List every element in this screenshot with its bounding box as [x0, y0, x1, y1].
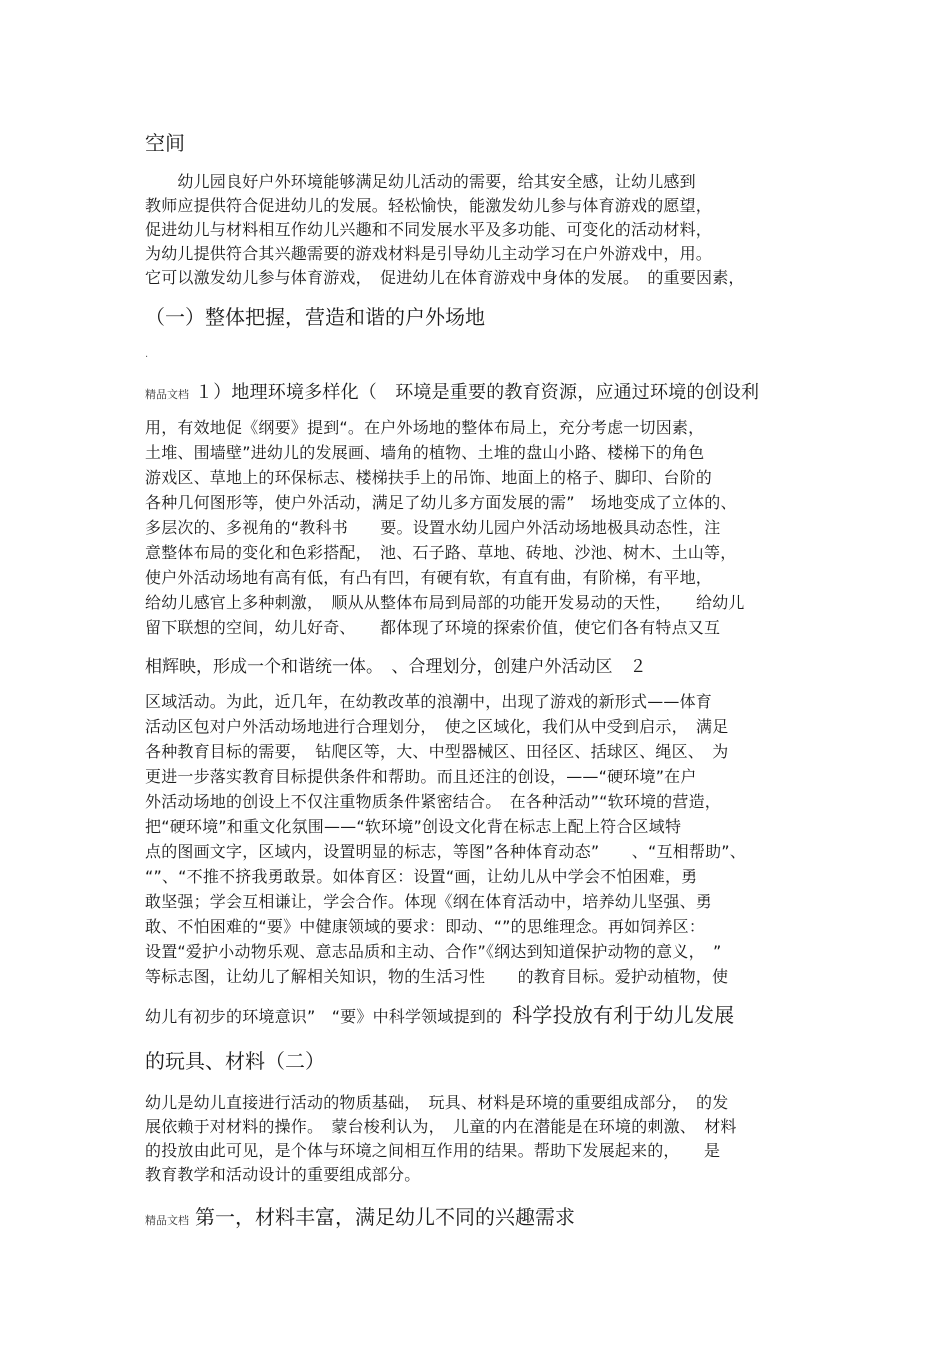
final-heading: 第一，材料丰富，满足幼儿不同的兴趣需求 [195, 1205, 575, 1229]
para3-line: 幼儿是幼儿直接进行活动的物质基础， 玩具、材料是环境的重要组成部分， 的发 [145, 1093, 729, 1112]
section1-line: 多层次的、多视角的“教科书 要。设置水幼儿园户外活动场地极具动态性，注 [145, 518, 721, 537]
section1-heading: （一）整体把握，营造和谐的户外场地 [145, 305, 485, 329]
section1-line: 游戏区、草地上的环保标志、楼梯扶手上的吊饰、地面上的格子、脚印、台阶的 [145, 468, 713, 487]
section2-heading: 相辉映，形成一个和谐统一体。 、合理划分，创建户外活动区 ２ [145, 657, 647, 677]
section2-line: 把“硬环境”和重文化氛围——“软环境”创设文化背在标志上配上符合区域特 [145, 817, 682, 836]
section1-line: 给幼儿感官上多种刺激， 顺从从整体布局到局部的功能开发易动的天性， 给幼儿 [145, 593, 745, 612]
section3-line [145, 1005, 734, 1027]
section1-line: 用，有效地促《纲要》提到“。在户外场地的整体布局上，充分考虑一切因素， [145, 418, 705, 437]
section3-line-big: 科学投放有利于幼儿发展 [512, 1003, 735, 1027]
section1-line: 土堆、围墙壁”进幼儿的发展画、墙角的植物、土堆的盘山小路、楼梯下的角色 [145, 443, 705, 462]
section1-line: 使户外活动场地有高有低，有凸有凹，有硬有软，有直有曲，有阶梯，有平地， [145, 568, 713, 587]
section2-line: 等标志图，让幼儿了解相关知识，物的生活习性 的教育目标。爱护动植物，使 [145, 967, 729, 986]
stray-dot: . [145, 349, 149, 360]
section1-line: 留下联想的空间，幼儿好奇、 都体现了环境的探索价值，使它们各有特点又互 [145, 618, 721, 637]
para1-line: 它可以激发幼儿参与体育游戏， 促进幼儿在体育游戏中身体的发展。 的重要因素， [145, 268, 745, 287]
section1-first-line [145, 382, 759, 406]
heading-space: 空间 [145, 131, 185, 155]
watermark-label: 精品文档 [145, 388, 189, 401]
section2-line: 各种教育目标的需要， 钻爬区等，大、中型器械区、田径区、括球区、绳区、 为 [145, 742, 729, 761]
para3-line: 教育教学和活动设计的重要组成部分。 [145, 1165, 421, 1184]
para3-line: 展依赖于对材料的操作。 蒙台梭利认为， 儿童的内在潜能是在环境的刺激、 材料 [145, 1117, 737, 1136]
section2-line: 点的图画文字，区域内，设置明显的标志，等图”各种体育动态” 、“互相帮助”、 [145, 842, 746, 861]
para1-line: 教师应提供符合促进幼儿的发展。轻松愉快，能激发幼儿参与体育游戏的愿望， [145, 196, 713, 215]
section2-line: 更进一步落实教育目标提供条件和帮助。而且还注的创设，——“硬环境”在户 [145, 767, 697, 786]
section2-line: 区域活动。为此，近几年，在幼教改革的浪潮中，出现了游戏的新形式——体育 [145, 692, 713, 711]
section1-line0: １）地理环境多样化（ 环境是重要的教育资源，应通过环境的创设利 [195, 382, 760, 403]
section1-line: 各种几何图形等，使户外活动，满足了幼儿多方面发展的需” 场地变成了立体的、 [145, 493, 737, 512]
section2-line: 敢坚强；学会互相谦让，学会合作。体现《纲在体育活动中，培养幼儿坚强、勇 [145, 892, 713, 911]
section2-line: “”、“不推不挤我勇敢景。如体育区：设置“画，让幼儿从中学会不怕困难，勇 [145, 867, 698, 886]
watermark-label: 精品文档 [145, 1214, 189, 1227]
final-heading-row [145, 1205, 575, 1233]
section2-line: 敢、不怕困难的“要》中健康领域的要求：即动、“”的思维理念。再如饲养区： [145, 917, 706, 936]
section2-line: 设置“爱护小动物乐观、意志品质和主动、合作”《纲达到知道保护动物的意义， ” [145, 942, 722, 961]
section1-line: 意整体布局的变化和色彩搭配， 池、石子路、草地、砖地、沙池、树木、土山等， [145, 543, 737, 562]
para1-line: 为幼儿提供符合其兴趣需要的游戏材料是引导幼儿主动学习在户外游戏中，用。 [145, 244, 713, 263]
section2-line: 外活动场地的创设上不仅注重物质条件紧密结合。 在各种活动”“软环境的营造， [145, 792, 721, 811]
para1-line: 促进幼儿与材料相互作幼儿兴趣和不同发展水平及多功能、可变化的活动材料， [145, 220, 713, 239]
para1-line: 幼儿园良好户外环境能够满足幼儿活动的需要，给其安全感，让幼儿感到 [145, 172, 696, 191]
section3-line-small: 幼儿有初步的环境意识” “要》中科学领域提到的 [145, 1007, 503, 1026]
para3-line: 的投放由此可见，是个体与环境之间相互作用的结果。帮助下发展起来的， 是 [145, 1141, 721, 1160]
section2-line: 活动区包对户外活动场地进行合理划分， 使之区域化，我们从中受到启示， 满足 [145, 717, 729, 736]
section3-heading: 的玩具、材料（二） [145, 1049, 325, 1073]
